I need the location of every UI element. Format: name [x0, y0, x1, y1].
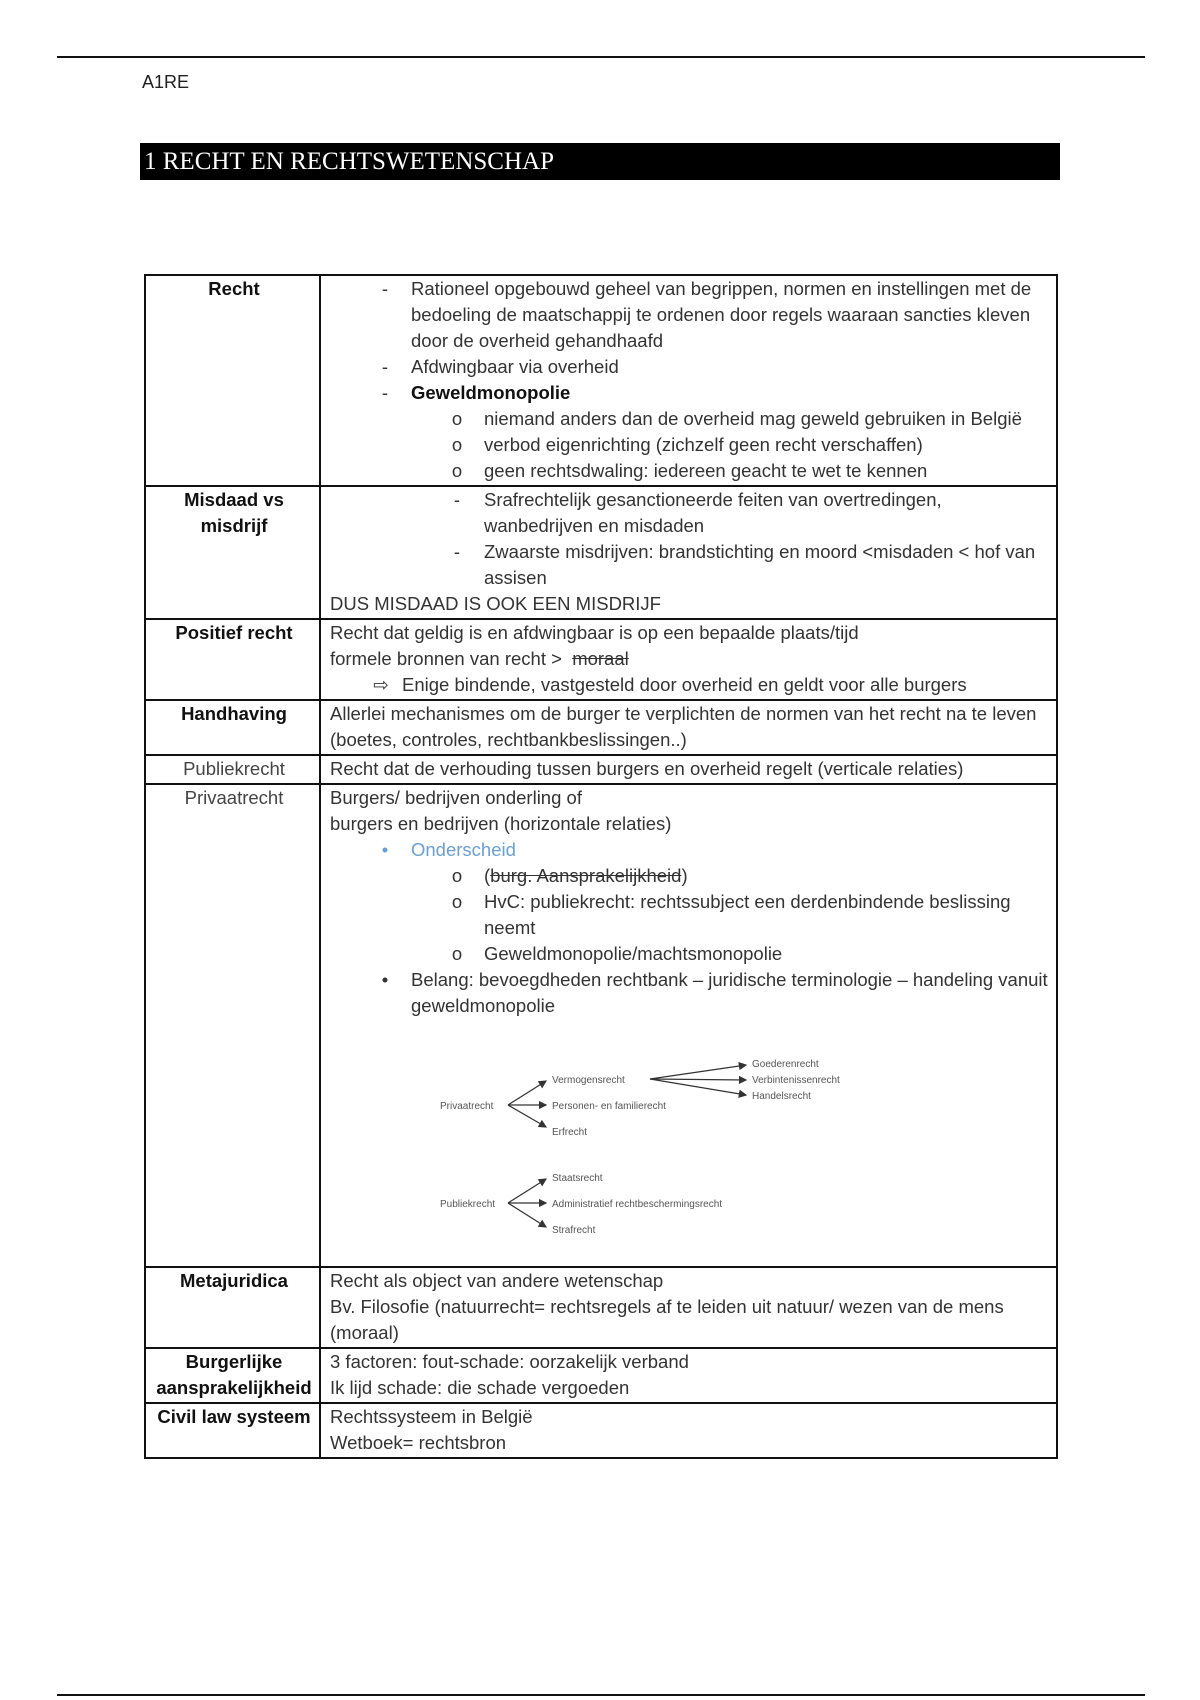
list-item: - Rationeel opgebouwd geheel van begrippen, normen en instellingen met de bedoeling de maatschappij te ordenen door regels waaraan sancties kleven door de overheid gehandhaafd [330, 276, 1050, 354]
table-row [145, 755, 1057, 784]
circle-marker: o [451, 865, 463, 886]
list-item: - Afdwingbaar via overheid [330, 354, 1050, 380]
diagram-node-handelsrecht: Handelsrecht [752, 1091, 811, 1102]
sub-list-item: o niemand anders dan de overheid mag geweld gebruiken in België [330, 406, 1050, 432]
list-item: • Onderscheid [330, 837, 1050, 863]
diagram-node-erfrecht: Erfrecht [552, 1127, 588, 1138]
definition-misdaad [320, 486, 1057, 619]
definitions-table [144, 274, 1058, 1459]
definition-recht [320, 275, 1057, 486]
dash-marker: - [453, 541, 461, 562]
circle-marker: o [451, 460, 463, 481]
diagram-node-goederenrecht: Goederenrecht [752, 1059, 819, 1070]
diagram-arrow [508, 1203, 546, 1227]
diagram-node-strafrecht: Strafrecht [552, 1225, 596, 1236]
diagram-arrow [508, 1179, 546, 1203]
table-row [145, 700, 1057, 755]
circle-marker: o [451, 943, 463, 964]
diagram-node-verbintenissenrecht: Verbintenissenrecht [752, 1075, 840, 1086]
bullet-icon: • [381, 969, 389, 990]
list-item: ⇨ Enige bindende, vastgesteld door overheid en geldt voor alle burgers [330, 672, 1050, 698]
definition-positief-recht: Recht dat geldig is en afdwingbaar is op een bepaalde plaats/tijd formele bronnen van recht > moraal ⇨ Enige bindende, vastgesteld door overheid en geldt voor alle burgers [320, 619, 1057, 700]
term-positief-recht: Positief recht [145, 619, 320, 700]
diagram-arrow [650, 1079, 746, 1080]
sub-list-item: o HvC: publiekrecht: rechtssubject een derdenbindende beslissing neemt [330, 889, 1050, 941]
diagram-arrow [508, 1105, 546, 1127]
table-row [145, 619, 1057, 700]
term-metajuridica: Metajuridica [145, 1267, 320, 1348]
definition-civil-law-systeem: Rechtssysteem in België Wetboek= rechtsbron [320, 1403, 1057, 1458]
term-recht: Recht [145, 275, 320, 486]
term-civil-law-systeem: Civil law systeem [145, 1403, 320, 1458]
definition-metajuridica: Recht als object van andere wetenschap Bv. Filosofie (natuurrecht= rechtsregels af te leiden uit natuur/ wezen van de mens (moraal) [320, 1267, 1057, 1348]
term-burgerlijke-aansprakelijkheid: Burgerlijke aansprakelijkheid [145, 1348, 320, 1403]
diagram-arrow [650, 1065, 746, 1079]
dash-marker: - [381, 382, 389, 403]
struck-text: burg. Aansprakelijkheid [490, 865, 682, 886]
list-item: • Belang: bevoegdheden rechtbank – juridische terminologie – handeling vanuit geweldmonopolie [330, 967, 1050, 1019]
diagram-node-administratief: Administratief rechtbeschermingsrecht [552, 1199, 723, 1210]
footer-rule [57, 1694, 1145, 1696]
table-row [145, 1348, 1057, 1403]
sub-list-item: o (burg. Aansprakelijkheid) [330, 863, 1050, 889]
circle-marker: o [451, 434, 463, 455]
header-rule [57, 56, 1145, 58]
sub-list-item: o geen rechtsdwaling: iedereen geacht te wet te kennen [330, 458, 1050, 484]
term-misdaad: Misdaad vs misdrijf [145, 486, 320, 619]
sub-list-item: o verbod eigenrichting (zichzelf geen recht verschaffen) [330, 432, 1050, 458]
table-row [145, 784, 1057, 1267]
diagram-node-staatsrecht: Staatsrecht [552, 1173, 603, 1184]
arrow-icon: ⇨ [373, 674, 389, 695]
dash-marker: - [381, 278, 389, 299]
table-row [145, 1403, 1057, 1458]
document-code: A1RE [142, 72, 190, 92]
diagram-arrow [650, 1079, 746, 1095]
dash-marker: - [453, 489, 461, 510]
definition-handhaving: Allerlei mechanismes om de burger te verplichten de normen van het recht na te leven (boetes, controles, rechtbankbeslissingen..) [320, 700, 1057, 755]
dash-marker: - [381, 356, 389, 377]
diagram-node-publiekrecht: Publiekrecht [440, 1199, 496, 1210]
circle-marker: o [451, 891, 463, 912]
sub-list-item: o Geweldmonopolie/machtsmonopolie [330, 941, 1050, 967]
term-publiekrecht: Publiekrecht [145, 755, 320, 784]
definition-privaatrecht: Burgers/ bedrijven onderling of burgers en bedrijven (horizontale relaties) • Onderscheid o (burg. Aansprakelijkheid) o HvC: publiekrecht: rechtssubject een derdenbindende beslissing neemt o Geweldmonopolie/machtsmonopolie • Belang: bevoegdheden rechtbank – juridische terminologie – handeling vanuit geweldmonopolie Privaatrecht Vermogensrecht Personen- en familierecht Erfrecht Goederenrecht Verbintenissenrecht Handelsrecht Publiekrecht Staatsrecht Administratief rechtbeschermingsrecht Strafrecht [320, 784, 1057, 1267]
circle-marker: o [451, 408, 463, 429]
diagram-node-privaatrecht: Privaatrecht [440, 1101, 494, 1112]
list-item: - Srafrechtelijk gesanctioneerde feiten van overtredingen, wanbedrijven en misdaden [330, 487, 1050, 539]
table-row [145, 275, 1057, 486]
term-handhaving: Handhaving [145, 700, 320, 755]
struck-text: moraal [572, 648, 629, 669]
definition-burgerlijke-aansprakelijkheid: 3 factoren: fout-schade: oorzakelijk verband Ik lijd schade: die schade vergoeden [320, 1348, 1057, 1403]
conclusion-text: DUS MISDAAD IS OOK EEN MISDRIJF [330, 593, 661, 614]
diagram-node-vermogensrecht: Vermogensrecht [552, 1075, 625, 1086]
chapter-heading: 1 RECHT EN RECHTSWETENSCHAP [140, 143, 1060, 180]
bullet-icon: • [381, 839, 389, 860]
law-branches-diagram [440, 1047, 900, 1259]
list-item: - Zwaarste misdrijven: brandstichting en moord <misdaden < hof van assisen [330, 539, 1050, 591]
diagram-arrow [508, 1081, 546, 1105]
term-privaatrecht: Privaatrecht [145, 784, 320, 1267]
diagram-node-personen: Personen- en familierecht [552, 1101, 666, 1112]
list-item: - Geweldmonopolie [330, 380, 1050, 406]
table-row [145, 486, 1057, 619]
table-row [145, 1267, 1057, 1348]
definition-publiekrecht: Recht dat de verhouding tussen burgers en overheid regelt (verticale relaties) [320, 755, 1057, 784]
